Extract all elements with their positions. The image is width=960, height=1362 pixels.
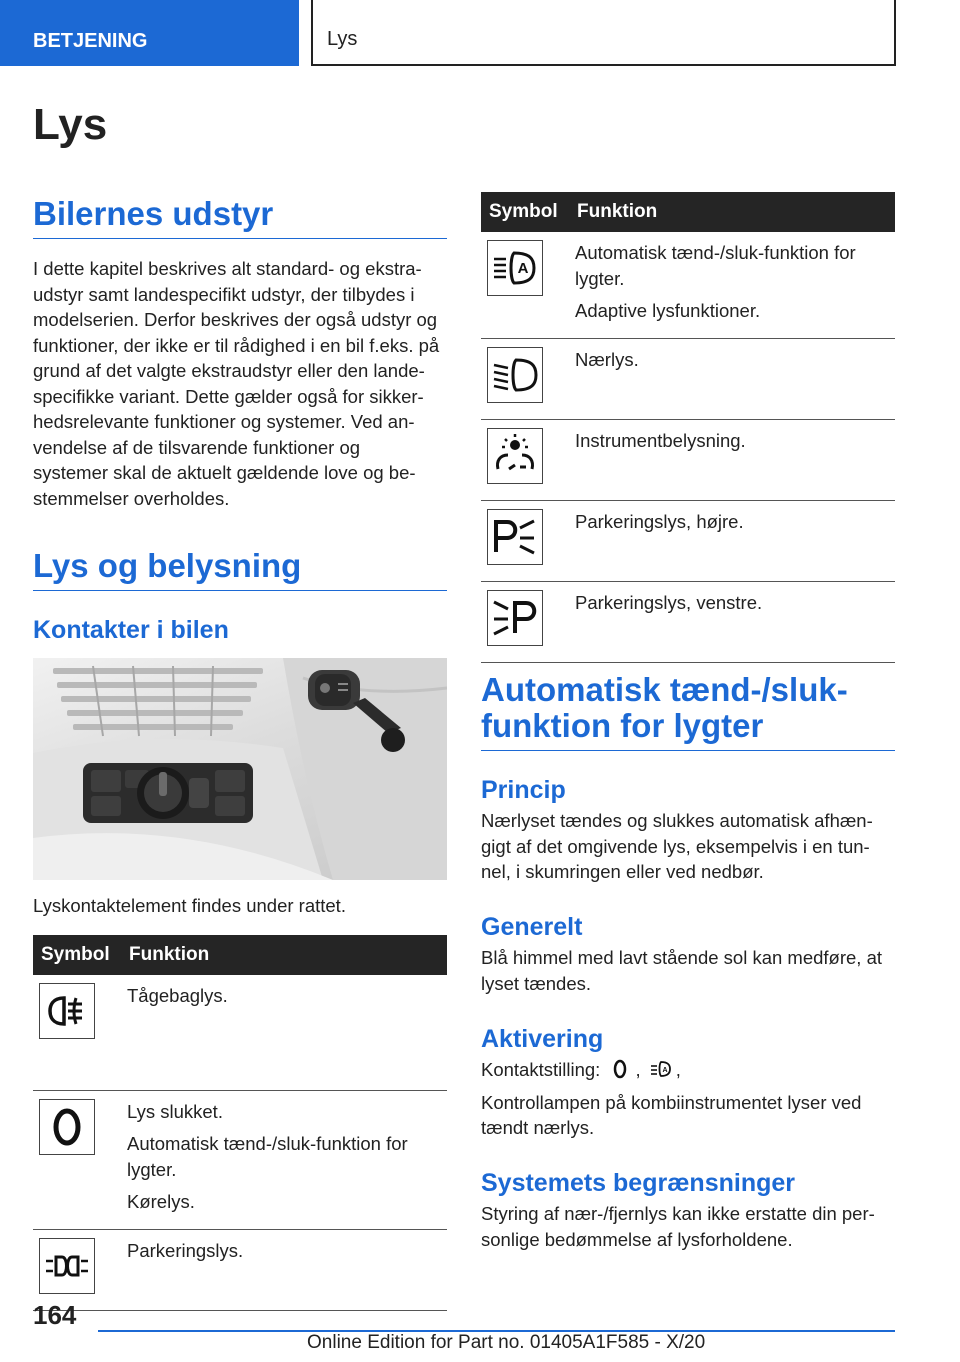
function-text: Automatisk tænd-/sluk-funktion for lygter. xyxy=(575,242,856,289)
table-row xyxy=(481,338,895,419)
kontakt-label: Kontaktstilling: xyxy=(481,1059,601,1080)
instrument-light-icon xyxy=(487,428,543,484)
col-header-function: Funktion xyxy=(121,935,447,975)
table-row xyxy=(33,975,447,1090)
generelt-section xyxy=(481,912,895,996)
body-line: Blå himmel med lavt stående sol kan medføre, at xyxy=(481,947,883,968)
lys-og-belysning-section xyxy=(33,548,447,591)
generelt-heading: Generelt xyxy=(481,913,583,941)
svg-text:A: A xyxy=(517,260,529,277)
body-line: specifikke variant. Dette gælder også for sikker- xyxy=(33,385,424,407)
table-row xyxy=(481,500,895,581)
chapter-title: Lys xyxy=(311,0,896,66)
section-tab: BETJENING xyxy=(0,0,299,66)
auto-light-heading-line2: funktion for lygter xyxy=(481,707,764,744)
aktivering-heading: Aktivering xyxy=(481,1025,604,1053)
princip-heading: Princip xyxy=(481,776,566,804)
table-row xyxy=(481,232,895,338)
auto-headlight-icon xyxy=(487,240,543,296)
kontakter-heading: Kontakter i bilen xyxy=(33,616,229,644)
bilernes-heading: Bilernes udstyr xyxy=(33,196,447,239)
function-text: Kørelys. xyxy=(127,1191,195,1212)
bilernes-body xyxy=(33,256,447,511)
auto-headlight-icon xyxy=(650,1058,672,1080)
parking-light-icon xyxy=(39,1238,95,1294)
body-line: I dette kapitel beskrives alt standard- og ekstra- xyxy=(33,258,422,280)
begraensninger-heading: Systemets begrænsninger xyxy=(481,1169,795,1197)
table-row xyxy=(33,1090,447,1229)
svg-text:A: A xyxy=(662,1067,668,1074)
function-text: Automatisk tænd-/sluk-funktion for lygter. xyxy=(127,1133,408,1180)
function-text: Parkeringslys. xyxy=(127,1239,244,1261)
page-header xyxy=(0,0,960,66)
function-text: Instrumentbelysning. xyxy=(575,429,746,451)
symbol-table-right xyxy=(481,192,895,663)
low-beam-icon xyxy=(487,347,543,403)
body-line: funktioner, der ikke er til rådighed i en bil f.eks. på xyxy=(33,334,440,356)
body-line: hedsrelevante funktioner og systemer. Ved an- xyxy=(33,411,415,433)
edition-text: Online Edition for Part no. 01405A1F585 - X/20 xyxy=(307,1332,706,1353)
table-row xyxy=(481,419,895,500)
photo-caption: Lyskontaktelement findes under rattet. xyxy=(33,895,346,916)
col-header-symbol: Symbol xyxy=(481,192,569,232)
body-line: vendelse af de tilsvarende funktioner og xyxy=(33,436,361,458)
body-line: udstyr samt landespecifikt udstyr, der tilbydes i xyxy=(33,283,415,305)
table-row xyxy=(33,1229,447,1310)
light-switch-photo xyxy=(33,658,447,880)
body-line: nel, i skumringen eller ved nedbør. xyxy=(481,861,764,882)
princip-section xyxy=(481,775,895,885)
col-header-function: Funktion xyxy=(569,192,895,232)
body-line: modelserien. Derfor beskrives der også udstyr og xyxy=(33,309,438,331)
separator: , xyxy=(675,1059,681,1080)
body-line: Styring af nær-/fjernlys kan ikke erstatte din per- xyxy=(481,1203,875,1224)
function-text: Tågebaglys. xyxy=(127,985,228,1006)
function-text: Adaptive lysfunktioner. xyxy=(575,300,761,321)
auto-light-section xyxy=(481,672,895,751)
light-off-icon xyxy=(609,1058,631,1080)
auto-light-heading xyxy=(481,672,895,751)
dashboard-illustration xyxy=(33,658,447,880)
kontakter-section xyxy=(33,615,447,645)
col-header-symbol: Symbol xyxy=(33,935,121,975)
body-line: tændt nærlys. xyxy=(481,1117,595,1138)
symbol-table-left xyxy=(33,935,447,1311)
parking-left-icon xyxy=(487,590,543,646)
fog-light-icon xyxy=(39,983,95,1039)
bilernes-section xyxy=(33,196,447,511)
function-text: Nærlys. xyxy=(575,348,639,370)
kontaktstilling-line xyxy=(481,1057,895,1083)
aktivering-section xyxy=(481,1024,895,1141)
light-off-icon xyxy=(39,1099,95,1155)
separator: , xyxy=(635,1059,641,1080)
photo-caption-block xyxy=(33,893,447,919)
body-line: Kontrollampen på kombiinstrumentet lyser ved xyxy=(481,1091,862,1113)
function-text: Lys slukket. xyxy=(127,1100,223,1122)
body-line: grund af det valgte ekstraudstyr eller den lande- xyxy=(33,360,425,382)
page-number: 164 xyxy=(33,1300,77,1330)
function-text: Parkeringslys, venstre. xyxy=(575,591,763,613)
function-text: Parkeringslys, højre. xyxy=(575,510,744,532)
auto-light-heading-line1: Automatisk tænd-/sluk- xyxy=(481,671,848,708)
table-row xyxy=(481,581,895,662)
lys-og-belysning-heading: Lys og belysning xyxy=(33,548,447,591)
body-line: systemer skal de aktuelt gældende love og be- xyxy=(33,462,416,484)
body-line: sonlige bedømmelse af lysforholdene. xyxy=(481,1228,793,1250)
page-title: Lys xyxy=(33,100,108,149)
body-line: lyset tændes. xyxy=(481,972,592,994)
body-line: gigt af det omgivende lys, eksempelvis i en tun- xyxy=(481,835,870,857)
body-line: Nærlyset tændes og slukkes automatisk afhæn- xyxy=(481,810,873,831)
parking-right-icon xyxy=(487,509,543,565)
begraensninger-section xyxy=(481,1168,895,1252)
body-line: stemmelser overholdes. xyxy=(33,487,230,509)
